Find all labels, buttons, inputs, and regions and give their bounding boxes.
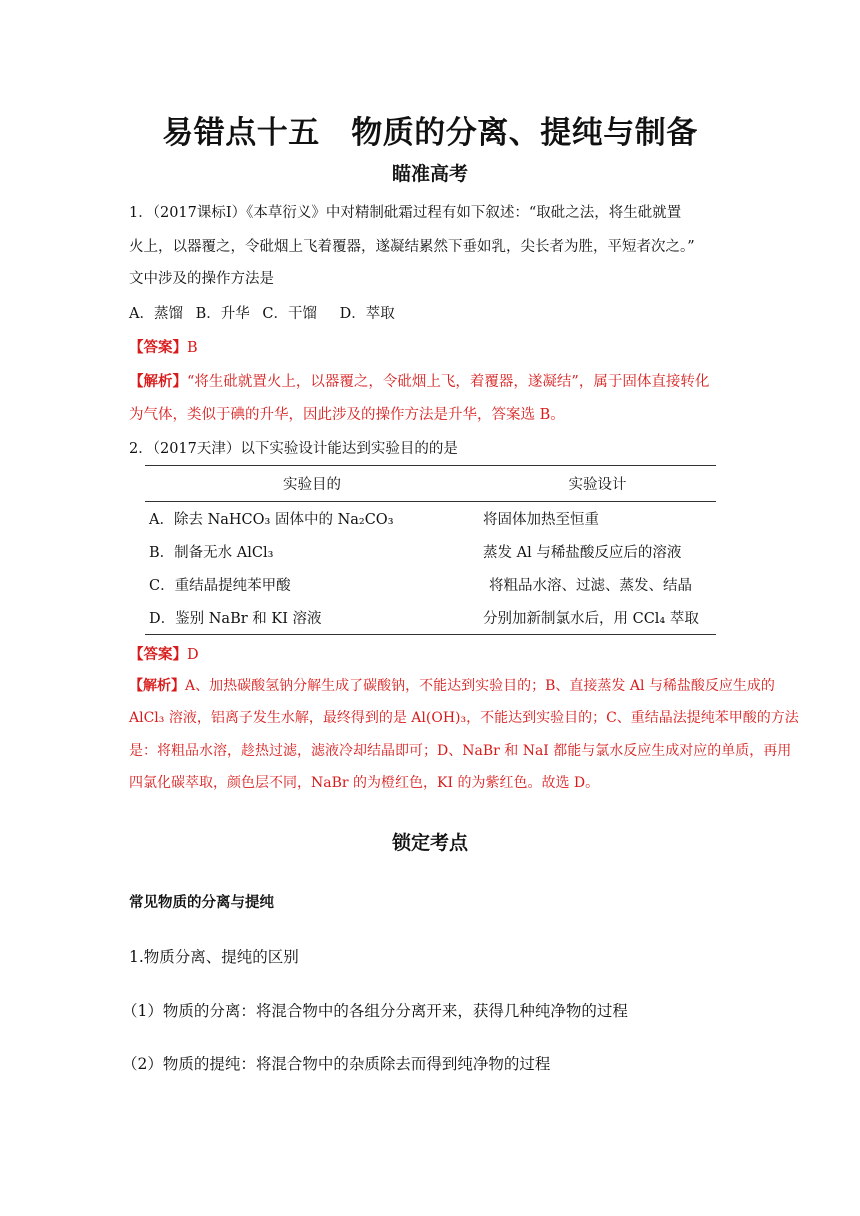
table-row [145,601,716,635]
q2-answer [129,645,199,665]
table-cell-design: 将粗品水溶、过滤、蒸发、结晶 [489,578,692,594]
q1-answer-label: 【答案】 [129,339,187,356]
table-cell-purpose: C．重结晶提纯苯甲酸 [149,578,291,594]
q2-analysis-text1: A、加热碳酸氢钠分解生成了碳酸钠，不能达到实验目的；B、直接蒸发 Al 与稀盐酸反应生成的 [185,678,775,694]
q1-stem-line2: 火上，以器覆之，令砒烟上飞着覆器，遂凝结累然下垂如乳，尖长者为胜，平短者次之。” [129,239,695,255]
table-row [145,568,716,601]
table-header-purpose: 实验目的 [145,466,479,502]
table-row [145,535,716,568]
q1-analysis-label: 【解析】 [129,373,187,390]
q2-stem: 2．（2017天津）以下实验设计能达到实验目的的是 [129,441,458,457]
table-header-design: 实验设计 [479,466,716,502]
q1-stem-line3: 文中涉及的操作方法是 [129,271,274,287]
q1-option-a: A．蒸馏 [129,306,183,322]
table-cell-purpose: D．鉴别 NaBr 和 KI 溶液 [145,601,479,635]
section-heading-lock: 锁定考点 [391,832,468,854]
q1-stem-line1: 1．（2017课标Ⅰ）《本草衍义》中对精制砒霜过程有如下叙述：“取砒之法，将生砒就置 [129,205,682,221]
q2-analysis-line1 [129,676,775,696]
table-cell-design: 分别加新制氯水后，用 CCl₄ 萃取 [479,601,716,635]
q1-analysis-text1: “将生砒就置火上，以器覆之，令砒烟上飞，着覆器，遂凝结”，属于固体直接转化 [187,374,710,390]
point-1: 1.物质分离、提纯的区别 [129,948,299,966]
q1-option-d: D．萃取 [339,306,395,322]
section-heading-aim: 瞄准高考 [391,163,468,185]
q2-answer-value: D [187,647,199,663]
q1-analysis-line1 [129,372,709,392]
topic-heading: 常见物质的分离与提纯 [129,894,274,911]
q2-analysis-line4: 四氯化碳萃取，颜色层不同，NaBr 的为橙红色，KI 的为紫红色。故选 D。 [129,775,600,791]
q1-options [129,304,395,324]
q1-option-b: B．升华 [195,306,250,322]
point-1-b: （2）物质的提纯：将混合物中的杂质除去而得到纯净物的过程 [122,1055,551,1073]
q1-option-c: C．干馏 [262,306,317,322]
table-row [145,502,716,536]
q1-answer-value: B [187,340,198,356]
page-title: 易错点十五 物质的分离、提纯与制备 [162,115,698,151]
q2-analysis-label: 【解析】 [129,678,185,694]
q1-analysis-line2: 为气体，类似于碘的升华，因此涉及的操作方法是升华，答案选 B。 [129,407,565,423]
table-cell-design: 将固体加热至恒重 [483,512,599,528]
table-cell-design: 蒸发 Al 与稀盐酸反应后的溶液 [483,545,682,561]
table-cell-purpose: B．制备无水 AlCl₃ [149,545,274,561]
experiment-table [145,465,716,635]
point-1-a: （1）物质的分离：将混合物中的各组分分离开来，获得几种纯净物的过程 [122,1002,628,1020]
q2-analysis-line3: 是：将粗品水溶，趁热过滤，滤液冷却结晶即可；D、NaBr 和 NaI 都能与氯水反应生成对应的单质，再用 [129,743,792,759]
q1-answer [129,338,198,358]
q2-answer-label: 【答案】 [129,646,187,663]
q2-analysis-line2: AlCl₃ 溶液，铝离子发生水解，最终得到的是 Al(OH)₃，不能达到实验目的；C、重结晶法提纯苯甲酸的方法 [129,710,799,726]
table-header-row [145,466,716,502]
table-cell-purpose: A．除去 NaHCO₃ 固体中的 Na₂CO₃ [149,512,394,528]
